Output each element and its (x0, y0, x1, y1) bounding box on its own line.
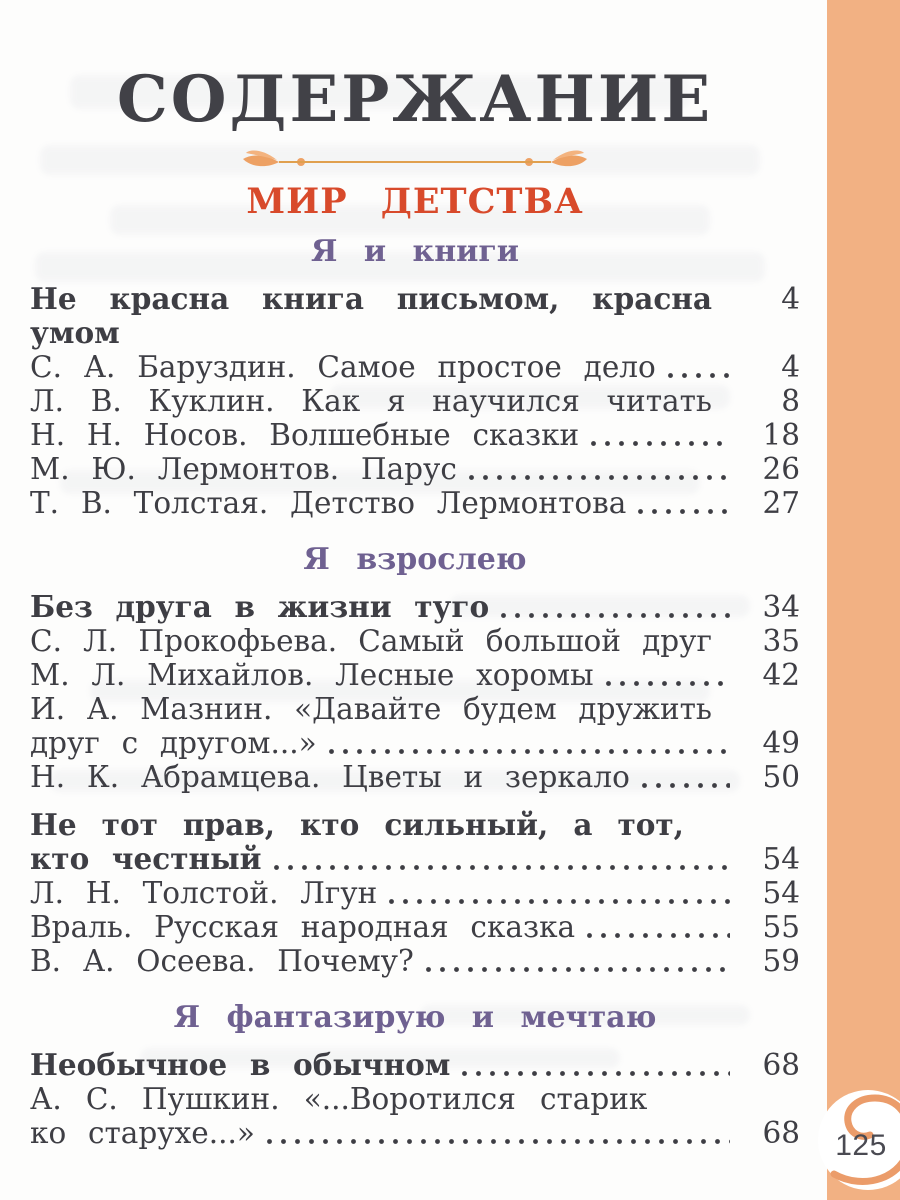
toc-page-number: 4 (781, 350, 800, 384)
toc-entry-text: Не тот прав, кто сильный, а тот, (30, 807, 684, 842)
toc-entry-text: друг с другом...» (30, 726, 317, 760)
chapter-heading: Я и книги (310, 234, 520, 269)
dotted-leader (501, 612, 730, 619)
toc-entry-text: И. А. Мазнин. «Давайте будем дружить (30, 692, 712, 726)
toc-row (30, 1048, 800, 1082)
toc-rows (30, 282, 800, 520)
toc-row (30, 1116, 800, 1150)
toc-rows (30, 590, 800, 978)
dotted-leader (668, 372, 730, 379)
toc-row (30, 842, 800, 876)
toc-page-number: 35 (762, 624, 800, 658)
toc-row (30, 692, 800, 726)
toc-entry-text: Не красна книга письмом, красна умом (30, 281, 712, 350)
dotted-leader (426, 966, 730, 973)
dotted-leader (329, 748, 730, 755)
toc-page-number: 54 (762, 876, 800, 910)
page-title: СОДЕРЖАНИЕ (116, 62, 714, 137)
dotted-leader (642, 782, 730, 789)
dotted-leader (274, 864, 730, 871)
toc-entry-text: С. Л. Прокофьева. Самый большой друг (30, 624, 712, 658)
toc-row (30, 418, 800, 452)
toc-row (30, 944, 800, 978)
dotted-leader (389, 898, 730, 905)
toc-entry-text: М. Л. Михайлов. Лесные хоромы (30, 658, 594, 692)
toc-page-number: 68 (762, 1116, 800, 1150)
toc-page-number: 26 (762, 452, 800, 486)
toc-page-number: 50 (762, 760, 800, 794)
toc-row (30, 658, 800, 692)
dotted-leader (606, 680, 730, 687)
toc-entry-text: М. Ю. Лермонтов. Парус (30, 452, 457, 486)
toc-page-number: 34 (762, 590, 800, 624)
toc-entry-text: С. А. Баруздин. Самое простое дело (30, 350, 656, 384)
dotted-leader (591, 440, 730, 447)
toc-row (30, 876, 800, 910)
toc-row (30, 726, 800, 760)
toc-entry-text: Л. В. Куклин. Как я научился читать (30, 384, 712, 418)
toc-row (30, 486, 800, 520)
toc-row (30, 350, 800, 384)
ornamental-scroll-divider-icon (241, 148, 589, 176)
dotted-leader (267, 1138, 730, 1145)
toc-row (30, 452, 800, 486)
toc-row (30, 282, 800, 350)
page-number: 125 (835, 1129, 887, 1162)
toc-entry-text: Н. Н. Носов. Волшебные сказки (30, 418, 580, 452)
toc-row (30, 384, 800, 418)
toc-rows (30, 1048, 800, 1150)
chapter-heading: Я взрослею (303, 542, 527, 577)
dotted-leader (469, 474, 730, 481)
toc-row (30, 760, 800, 794)
toc-entry-text: В. А. Осеева. Почему? (30, 944, 414, 978)
toc-entry-text: кто честный (30, 841, 262, 876)
toc-entry-text: Без друга в жизни туго (30, 589, 490, 624)
toc-entry-text: Л. Н. Толстой. Лгун (30, 876, 378, 910)
toc-page-number: 8 (781, 384, 800, 418)
toc-row (30, 808, 800, 842)
dotted-leader (587, 932, 730, 939)
toc-page-number: 59 (762, 944, 800, 978)
chapter-heading: Я фантазирую и мечтаю (173, 1000, 657, 1035)
page-number-badge (818, 1090, 900, 1190)
toc-entry-text: Враль. Русская народная сказка (30, 910, 576, 944)
toc-entry-text: Необычное в обычном (30, 1047, 451, 1082)
dotted-leader (638, 508, 730, 515)
toc-row (30, 910, 800, 944)
toc-row (30, 1082, 800, 1116)
toc-page-number: 55 (762, 910, 800, 944)
toc-row (30, 590, 800, 624)
toc-entry-text: Н. К. Абрамцева. Цветы и зеркало (30, 760, 630, 794)
toc-entry-text: Т. В. Толстая. Детство Лермонтова (30, 486, 627, 520)
toc-page-number: 27 (762, 486, 800, 520)
dotted-leader (462, 1070, 730, 1077)
part-heading: МИР ДЕТСТВА (246, 181, 584, 222)
toc-page-number: 4 (781, 282, 800, 316)
toc-page-number: 68 (762, 1048, 800, 1082)
table-of-contents (30, 0, 800, 1150)
toc-sections (30, 234, 800, 1150)
toc-page-number: 54 (762, 842, 800, 876)
toc-entry-text: А. С. Пушкин. «...Воротился старик (30, 1082, 648, 1116)
toc-row (30, 624, 800, 658)
toc-page-number: 18 (762, 418, 800, 452)
toc-entry-text: ко старухе...» (30, 1116, 255, 1150)
toc-page-number: 42 (762, 658, 800, 692)
toc-page-number: 49 (762, 726, 800, 760)
